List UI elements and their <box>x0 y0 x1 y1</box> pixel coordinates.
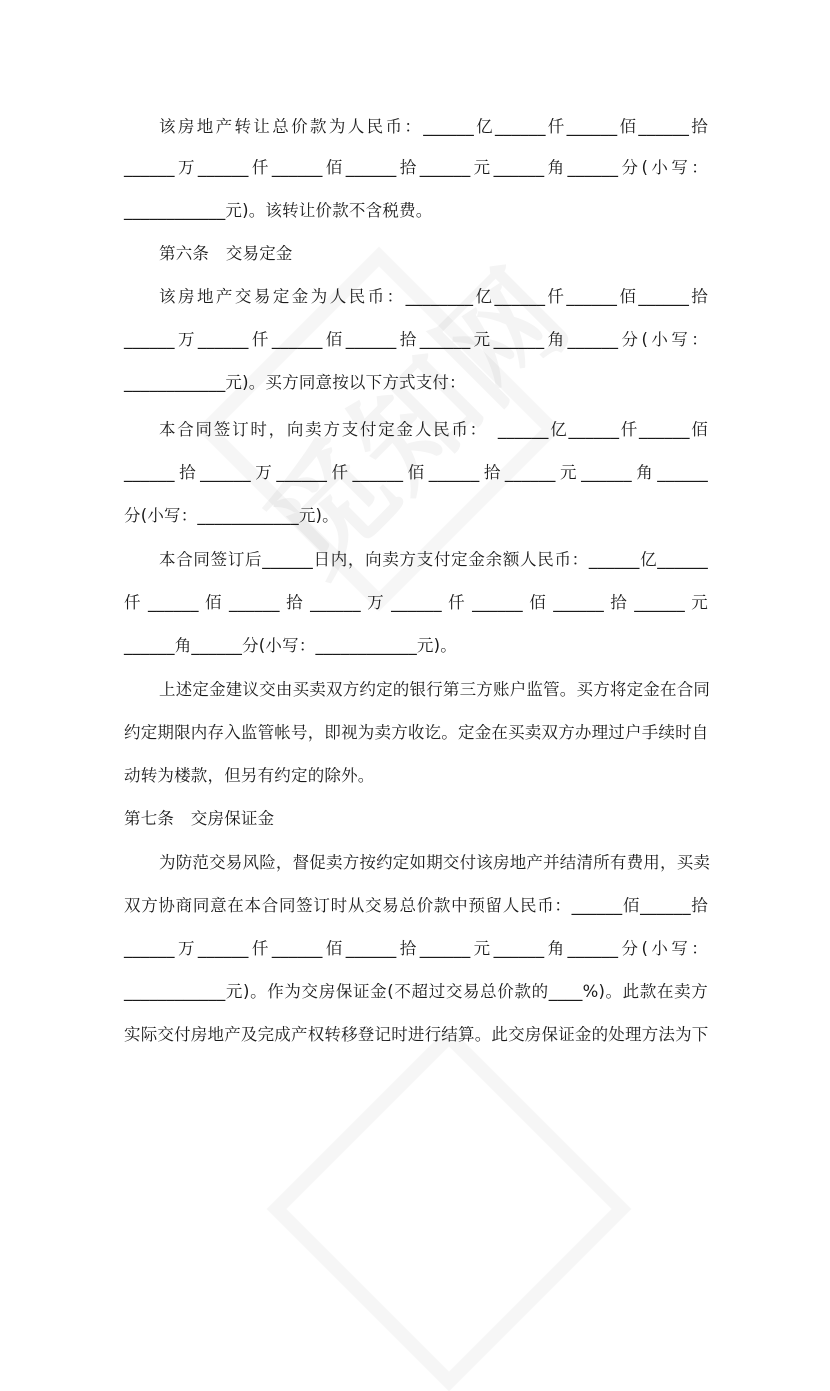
paragraph-guarantee-line-3: ______万______仟______佰______拾______元______角______分(小写： <box>124 939 708 958</box>
paragraph-balance-deposit-line-3: ______角______分(小写：____________元)。 <box>124 636 457 655</box>
paragraph-escrow-line-3: 动转为楼款，但另有约定的除外。 <box>124 766 375 785</box>
paragraph-total-price-line-2: ______万______仟______佰______拾______元______角______分(小写： <box>124 158 708 177</box>
paragraph-guarantee-line-4: ____________元)。作为交房保证金(不超过交易总价款的____%)。此款在卖方 <box>124 982 708 1001</box>
paragraph-escrow-line-1: 上述定金建议交由买卖双方约定的银行第三方账户监管。买方将定金在合同 <box>159 680 711 699</box>
paragraph-balance-deposit-line-2: 仟 ______ 佰 ______ 拾 ______ 万 ______ 仟 ______ 佰 ______ 拾 ______ 元 <box>124 593 708 612</box>
paragraph-deposit-line-1: 该房地产交易定金为人民币：________亿______仟______佰______拾 <box>159 287 708 306</box>
article-6-heading: 第六条 交易定金 <box>159 244 293 263</box>
paragraph-balance-deposit-line-1: 本合同签订后______日内，向卖方支付定金余额人民币：______亿______ <box>159 550 708 569</box>
watermark-frame-bottom <box>267 1027 632 1391</box>
paragraph-signing-deposit-line-2: ______拾______万______仟______佰______拾______元______角______ <box>124 463 708 482</box>
paragraph-total-price-line-1: 该房地产转让总价款为人民币：______亿______仟______佰______拾 <box>159 117 708 136</box>
paragraph-escrow-line-2: 约定期限内存入监管帐号，即视为卖方收讫。定金在买卖双方办理过户手续时自 <box>124 723 709 742</box>
paragraph-guarantee-line-5: 实际交付房地产及完成产权转移登记时进行结算。此交房保证金的处理方法为下 <box>124 1025 709 1044</box>
paragraph-guarantee-line-2: 双方协商同意在本合同签订时从交易总价款中预留人民币：______佰______拾 <box>124 896 708 915</box>
paragraph-deposit-line-2: ______万______仟______佰______拾______元______角______分(小写： <box>124 330 708 349</box>
paragraph-signing-deposit-line-1: 本合同签订时，向卖方支付定金人民币： ______亿______仟______佰 <box>159 420 708 439</box>
paragraph-total-price-line-3: ____________元)。该转让价款不含税费。 <box>124 201 433 220</box>
paragraph-deposit-line-3: ____________元)。买方同意按以下方式支付： <box>124 373 466 392</box>
watermark-text <box>222 228 598 604</box>
paragraph-guarantee-line-1: 为防范交易风险，督促卖方按约定如期交付该房地产并结清所有费用，买卖 <box>159 853 711 872</box>
paragraph-signing-deposit-line-3: 分(小写：____________元)。 <box>124 506 339 525</box>
article-7-heading: 第七条 交房保证金 <box>124 809 275 828</box>
